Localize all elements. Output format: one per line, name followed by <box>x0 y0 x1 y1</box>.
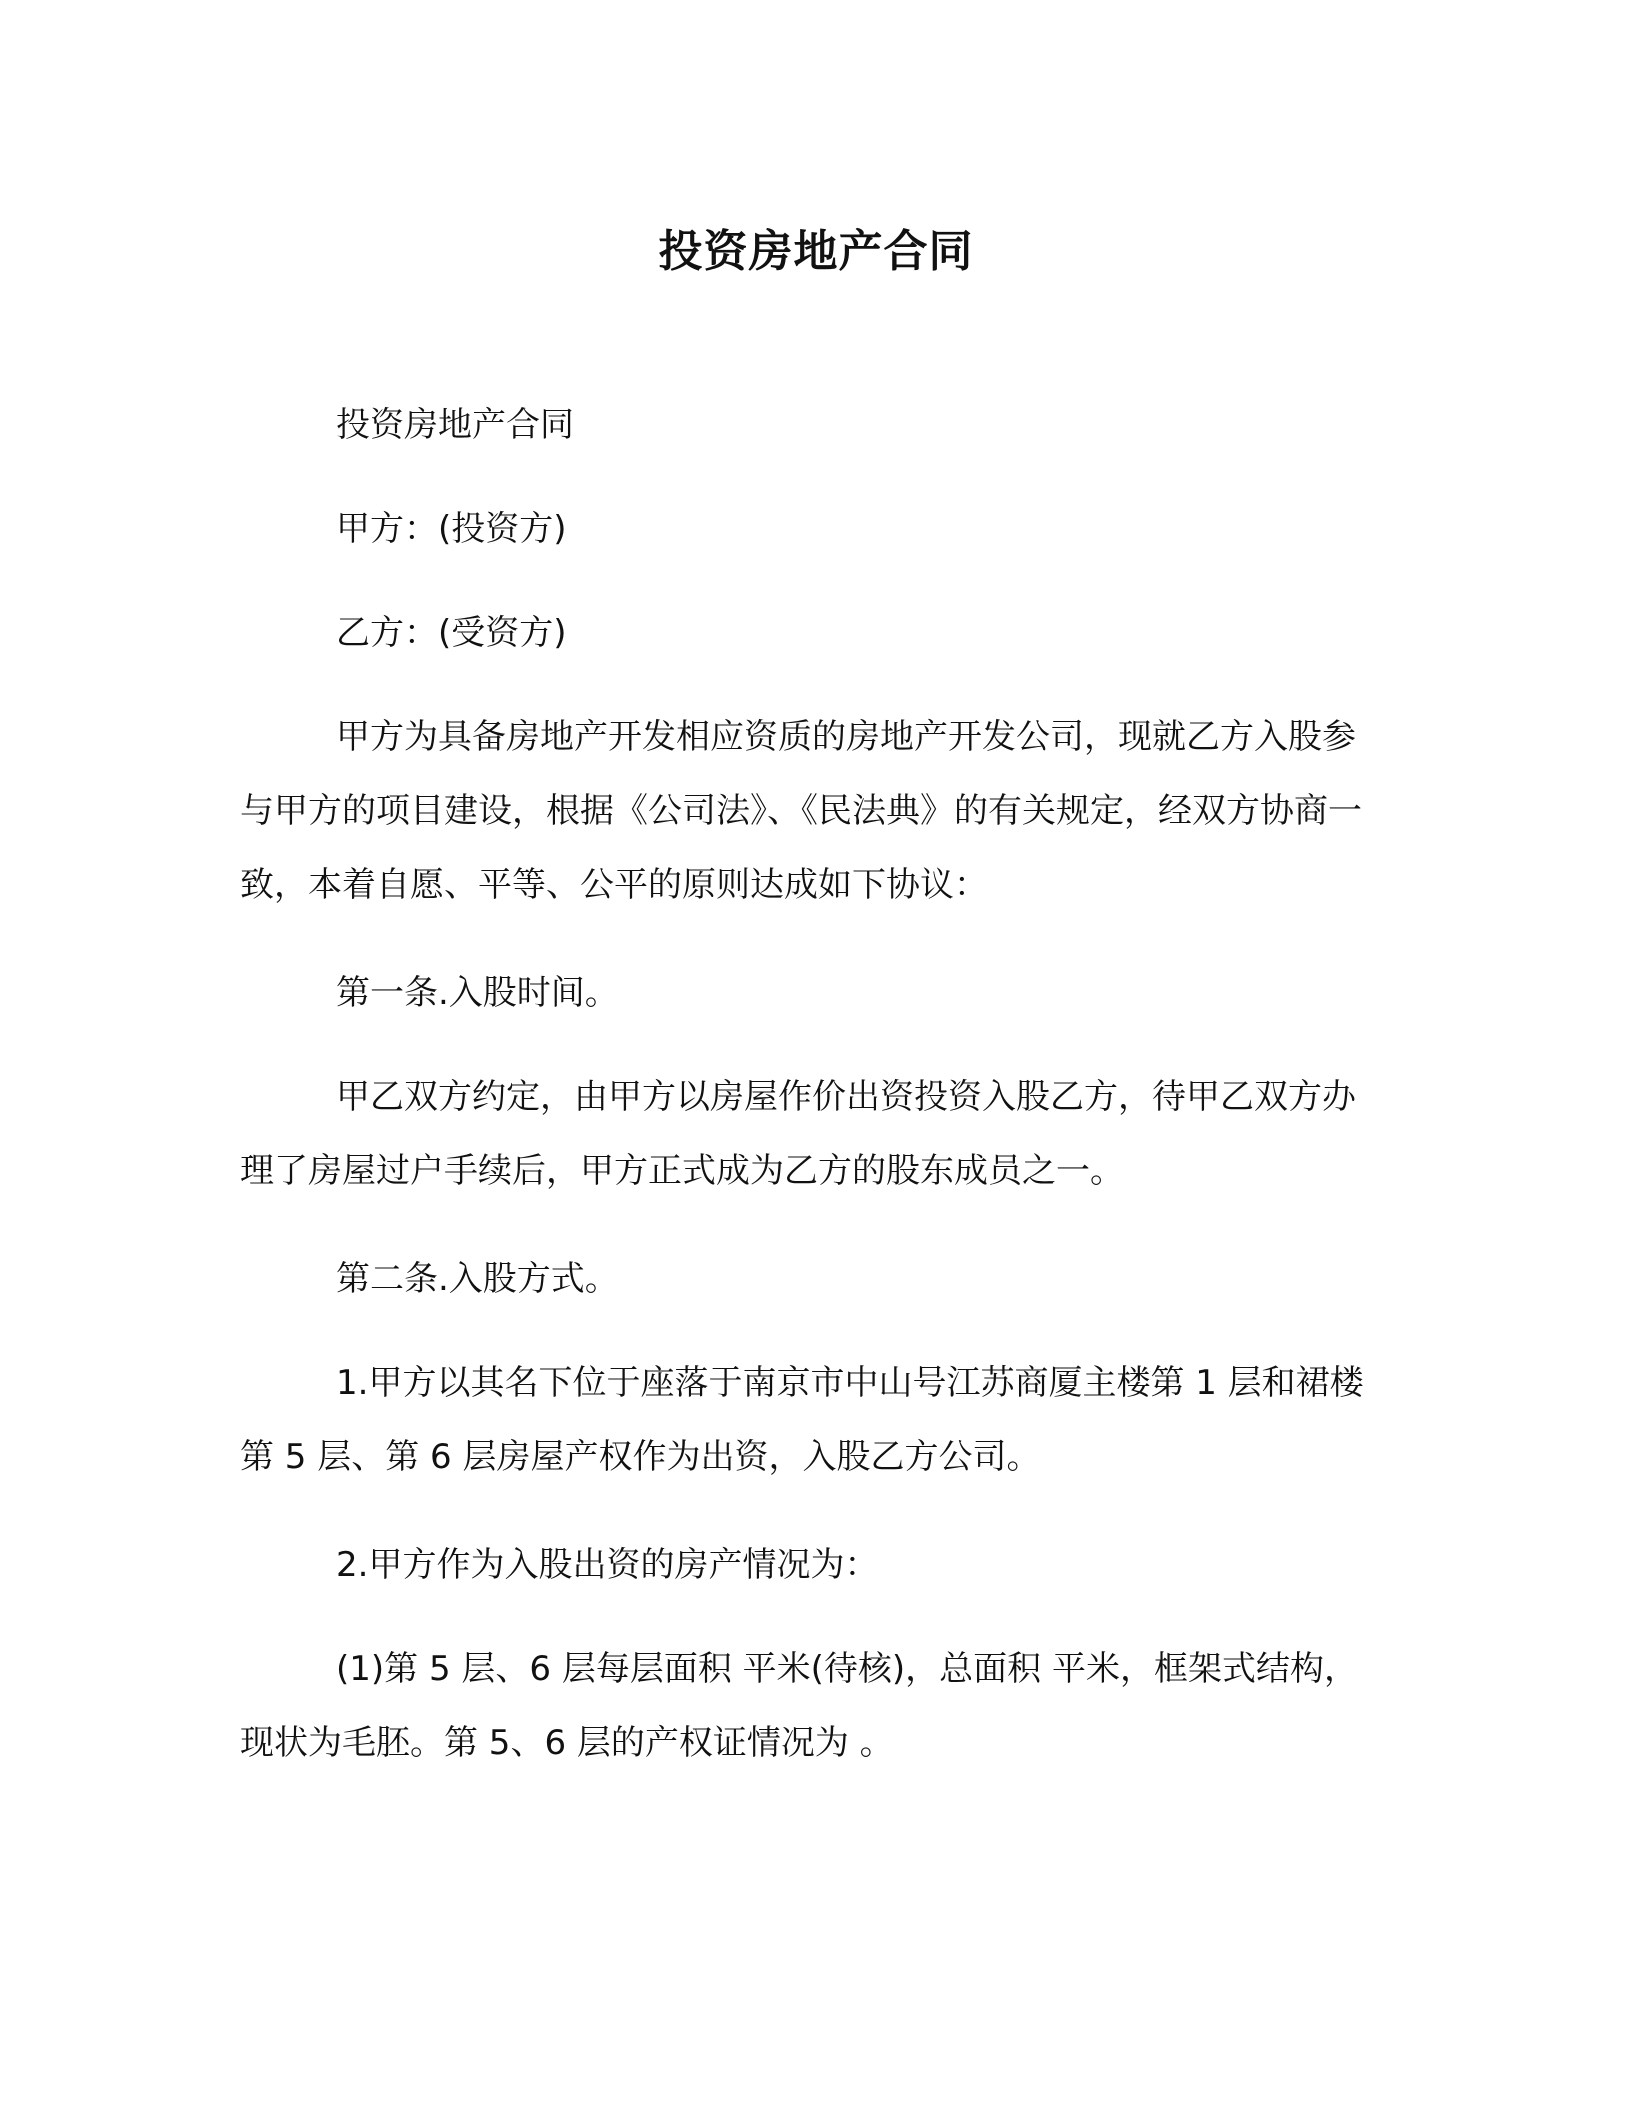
document-title: 投资房地产合同 <box>658 226 974 277</box>
paragraph-article-1-title: 第一条.入股时间。 <box>336 973 619 1013</box>
paragraph-preamble: 甲方为具备房地产开发相应资质的房地产开发公司，现就乙方入股参与甲方的项目建设，根据《公司法》、《民法典》的有关规定，经双方协商一致，本着自愿、平等、公平的原则达成如下协议： <box>240 717 1362 905</box>
paragraph-party-b: 乙方：(受资方) <box>336 613 567 653</box>
paragraph-article-2-item-2: 2.甲方作为入股出资的房产情况为： <box>336 1545 879 1585</box>
paragraph-article-2-item-2-sub-1: (1)第 5 层、6 层每层面积 平米(待核)，总面积 平米，框架式结构，现状为毛胚。第 5、6 层的产权证情况为 。 <box>240 1649 1358 1763</box>
paragraph-party-a: 甲方：(投资方) <box>336 509 567 549</box>
paragraph-article-2-title: 第二条.入股方式。 <box>336 1259 619 1299</box>
paragraph-article-1-body: 甲乙双方约定，由甲方以房屋作价出资投资入股乙方，待甲乙双方办理了房屋过户手续后，甲方正式成为乙方的股东成员之一。 <box>240 1077 1356 1191</box>
paragraph-heading: 投资房地产合同 <box>336 405 574 445</box>
paragraph-article-2-item-1: 1.甲方以其名下位于座落于南京市中山号江苏商厦主楼第 1 层和裙楼第 5 层、第 6 层房屋产权作为出资，入股乙方公司。 <box>240 1363 1364 1477</box>
